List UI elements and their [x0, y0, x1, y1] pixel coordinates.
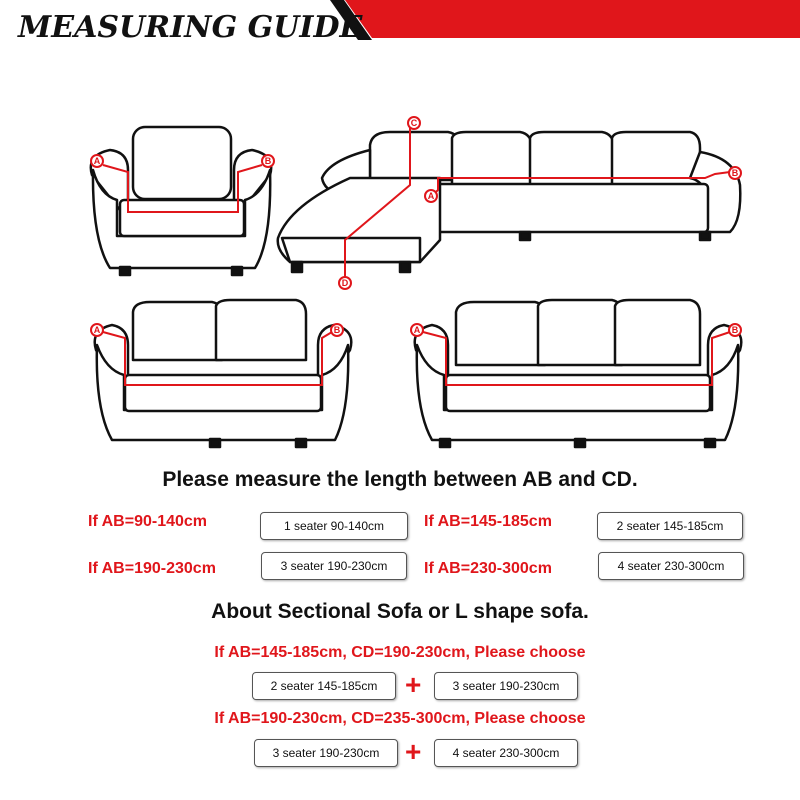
marker-a-loveseat [91, 324, 103, 336]
instruction-heading: Please measure the length between AB and CD. [162, 468, 638, 491]
size-condition-2: If AB=145-185cm [424, 513, 552, 530]
armchair-illustration [91, 127, 271, 275]
svg-text:A: A [93, 325, 101, 335]
sofa-diagram [0, 100, 800, 460]
marker-b-sectional [729, 167, 741, 179]
sectional-rule-2-second: 4 seater 230-300cm [434, 739, 578, 767]
size-condition-1: If AB=90-140cm [88, 513, 208, 530]
sectional-heading: About Sectional Sofa or L shape sofa. [211, 600, 589, 623]
marker-b-armchair [262, 155, 274, 167]
marker-b-3-seater [729, 324, 741, 336]
sectional-rule-2-condition: If AB=190-230cm, CD=235-300cm, Please choose [214, 710, 586, 727]
size-condition-4: If AB=230-300cm [424, 560, 552, 577]
marker-c-sectional [408, 117, 420, 129]
size-condition-3: If AB=190-230cm [88, 560, 216, 577]
marker-a-3-seater [411, 324, 423, 336]
svg-text:C: C [410, 118, 418, 128]
plus-icon: + [405, 669, 422, 700]
loveseat-illustration [95, 300, 352, 447]
svg-text:A: A [93, 156, 101, 166]
size-option-2: 2 seater 145-185cm [597, 512, 743, 540]
marker-d-sectional [339, 277, 351, 289]
marker-a-sectional [425, 190, 437, 202]
svg-text:A: A [427, 191, 435, 201]
svg-text:D: D [341, 278, 349, 288]
svg-text:B: B [731, 168, 739, 178]
sectional-rule-1-second: 3 seater 190-230cm [434, 672, 578, 700]
marker-b-loveseat [331, 324, 343, 336]
size-option-4: 4 seater 230-300cm [598, 552, 744, 580]
svg-text:B: B [333, 325, 341, 335]
svg-text:A: A [413, 325, 421, 335]
svg-text:B: B [731, 325, 739, 335]
sectional-rule-2-first: 3 seater 190-230cm [254, 739, 398, 767]
plus-icon: + [405, 736, 422, 767]
svg-text:B: B [264, 156, 272, 166]
sectional-rule-1-first: 2 seater 145-185cm [252, 672, 396, 700]
sectional-rule-1-condition: If AB=145-185cm, CD=190-230cm, Please choose [214, 644, 586, 661]
sectional-illustration [278, 132, 741, 272]
sofa-3-seater-illustration [415, 300, 742, 447]
page-title: MEASURING GUIDE [18, 10, 363, 45]
marker-a-armchair [91, 155, 103, 167]
size-option-1: 1 seater 90-140cm [260, 512, 408, 540]
size-option-3: 3 seater 190-230cm [261, 552, 407, 580]
